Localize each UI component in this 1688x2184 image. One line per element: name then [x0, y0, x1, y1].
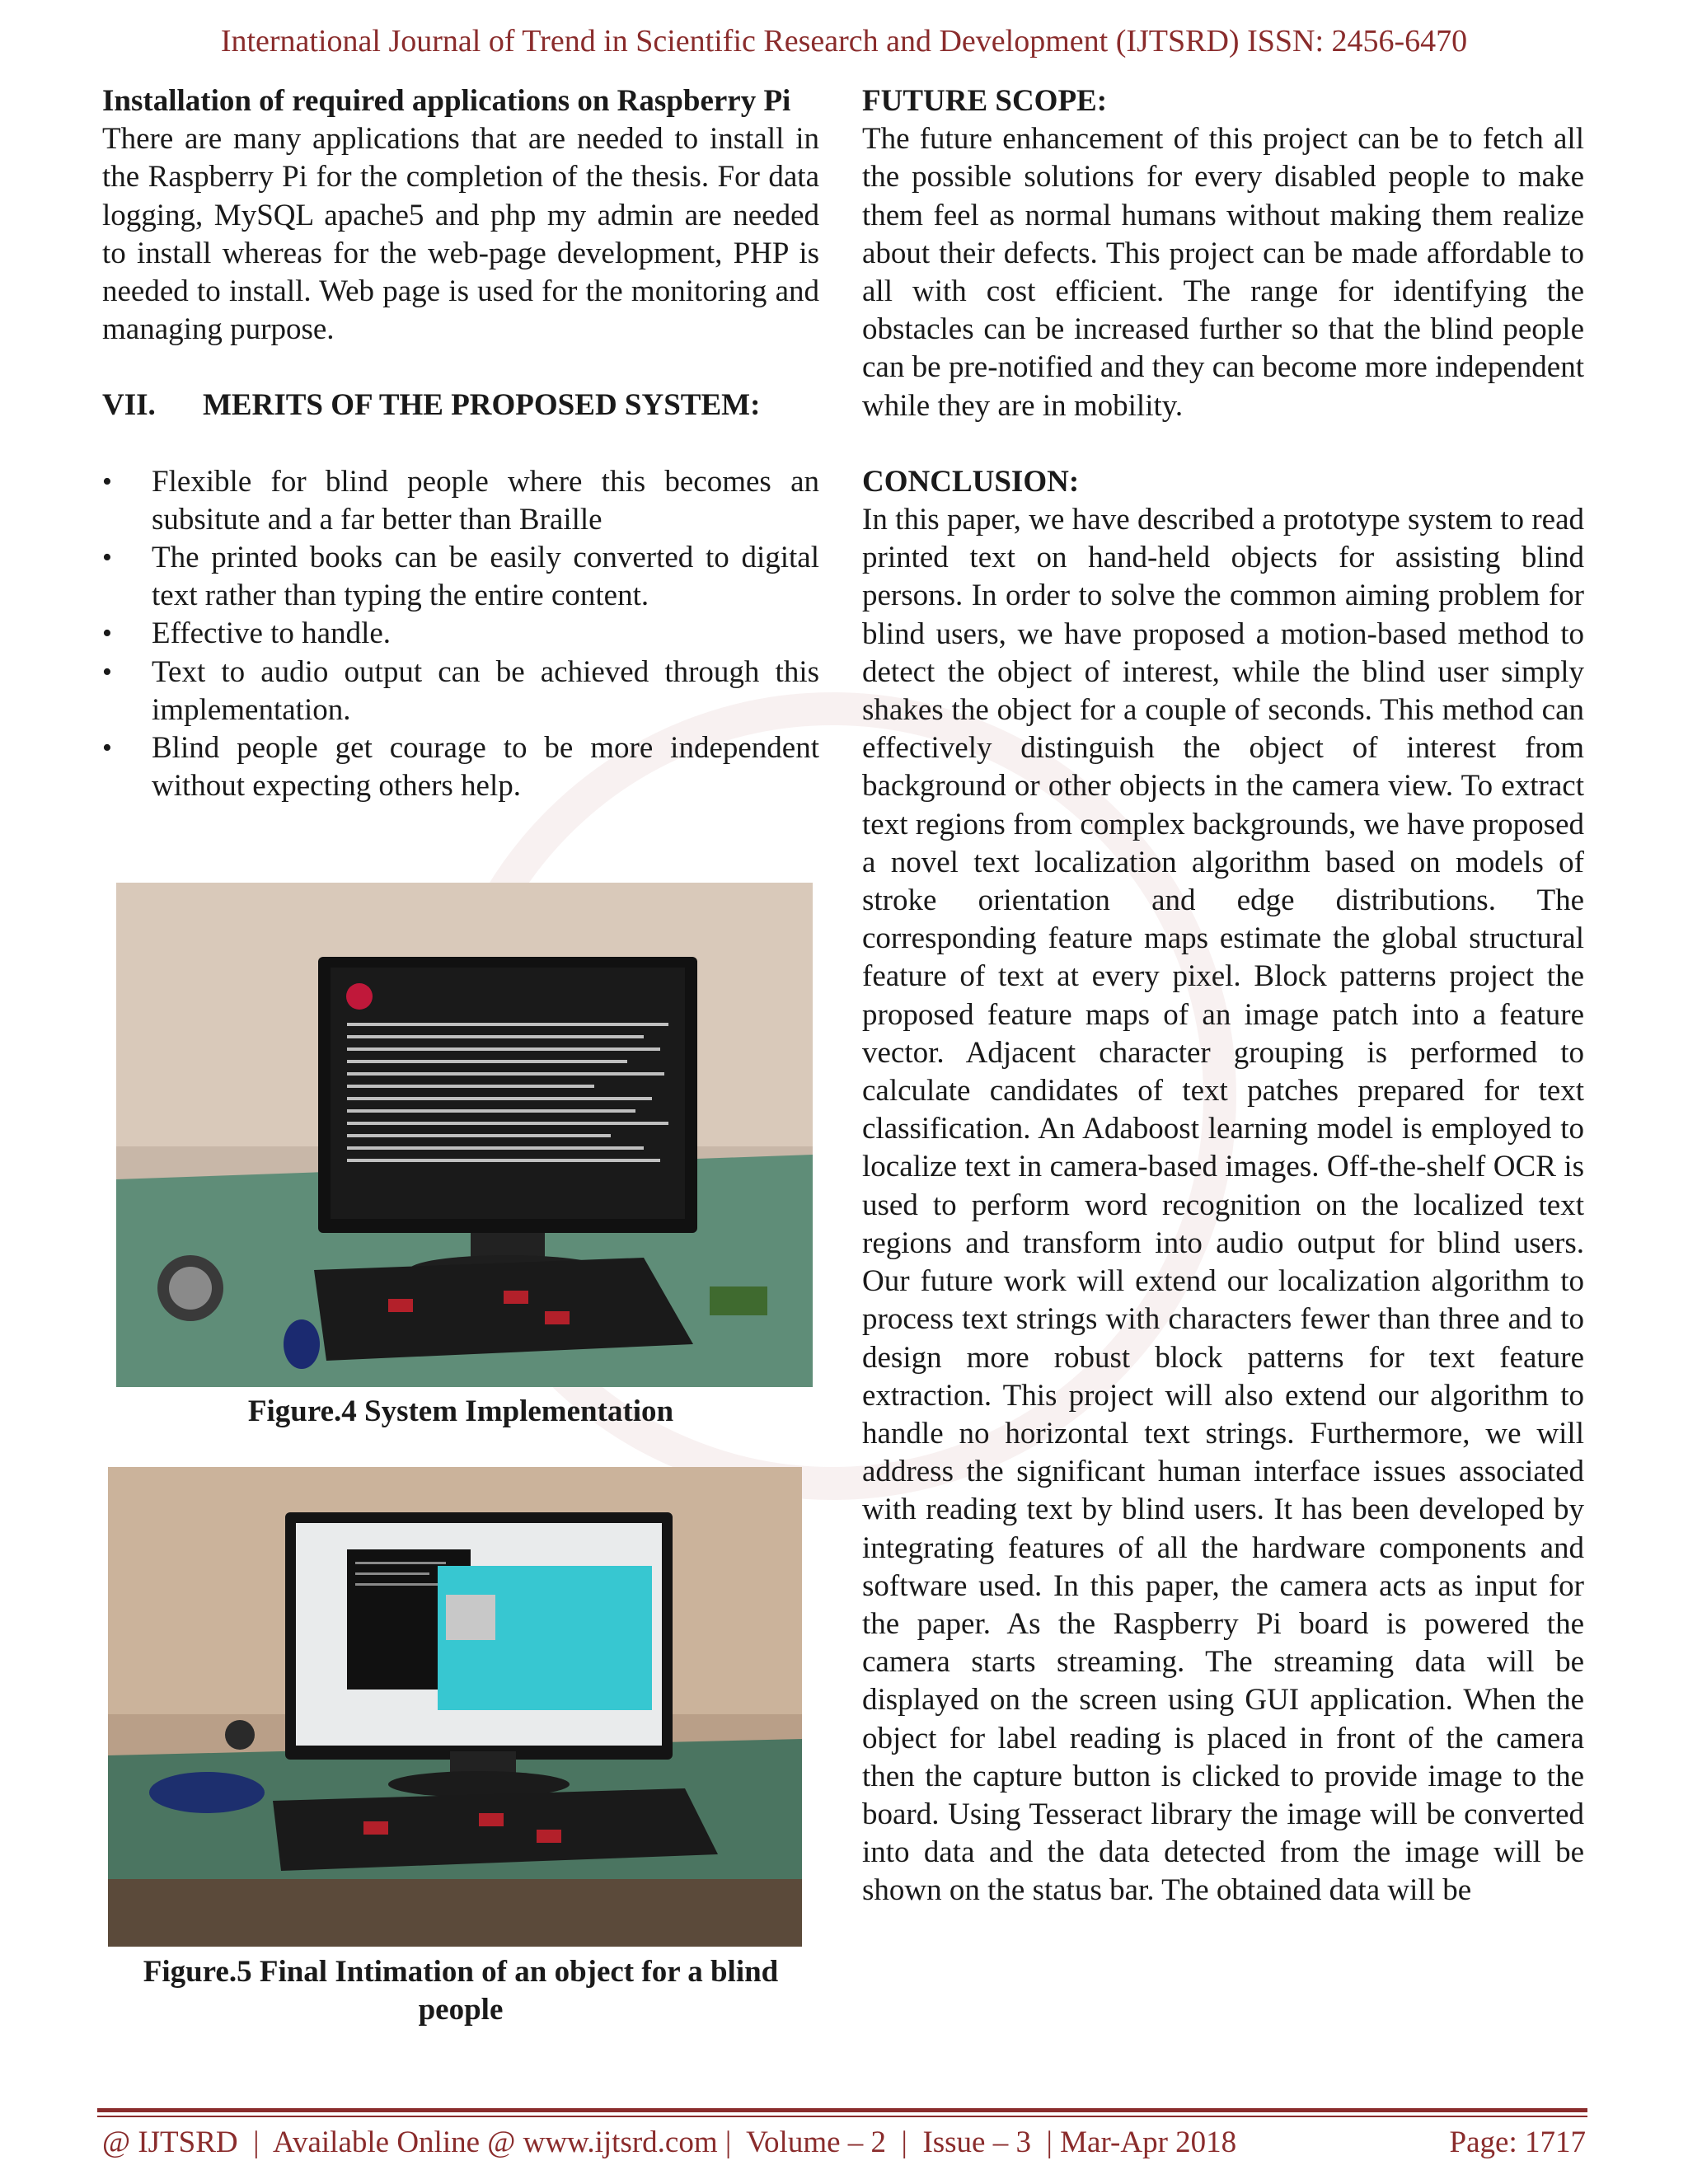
conclusion-heading: CONCLUSION: [862, 464, 1080, 499]
page-footer [102, 2125, 1586, 2160]
running-header: International Journal of Trend in Scientific Research and Development (IJTSRD) ISSN: 2456-6470 [220, 24, 1468, 59]
future-scope-heading: FUTURE SCOPE: [862, 84, 1108, 118]
list-item: • Text to audio output can be achieved through this implementation. [102, 654, 819, 729]
footer-rule-thin [97, 2116, 1587, 2117]
figure-5-caption: Figure.5 Final Intimation of an object for a blind people [143, 1955, 779, 2027]
figure-5-photo [108, 1467, 802, 1947]
right-column [862, 82, 1584, 1910]
merits-list [102, 463, 819, 806]
figure-4-caption: Figure.4 System Implementation [247, 1394, 674, 1428]
page-number: Page: 1717 [1449, 2125, 1586, 2159]
figure-4-photo [116, 883, 813, 1387]
list-item: • Effective to handle. [102, 615, 819, 653]
merits-section-heading [102, 387, 819, 424]
list-item: • Flexible for blind people where this becomes an subsitute and a far better than Braille [102, 463, 819, 539]
future-scope-paragraph: The future enhancement of this project can be to fetch all the possible solutions for every disabled people to make them feel as normal humans without making them realize about their defects. This project can be made affordable to all with cost efficient. The range for identifying the obstacles can be increased further so that the blind people can be pre-notified and they can become more independent while they are in mobility. [862, 122, 1584, 423]
section-title: MERITS OF THE PROPOSED SYSTEM: [203, 388, 761, 423]
left-column [102, 82, 819, 805]
list-item: • The printed books can be easily converted to digital text rather than typing the entire content. [102, 539, 819, 615]
section-number: VII. [102, 388, 156, 423]
conclusion-paragraph: In this paper, we have described a prototype system to read printed text on hand-held objects for assisting blind persons. In order to solve the common aiming problem for blind users, we have proposed a motion-based method to detect the object of interest, while the blind user simply shakes the object for a couple of seconds. This method can effectively distinguish the object of interest from background or other objects in the camera view. To extract text regions from complex backgrounds, we have proposed a novel text localization algorithm based on models of stroke orientation and edge distributions. The corresponding feature maps estimate the global structural feature of text at every pixel. Block patterns project the proposed feature maps of an image patch into a feature vector. Adjacent character grouping is performed to calculate candidates of text patches prepared for text classification. An Adaboost learning model is employed to localize text in camera-based images. Off-the-shelf OCR is used to perform word recognition on the localized text regions and transform into audio output for blind users. Our future work will extend our localization algorithm to process text strings with characters fewer than three and to design more robust block patterns for text feature extraction. This project will also extend our algorithm to handle no horizontal text strings. Furthermore, we will address the significant human interface issues associated with reading text by blind users. It has been developed by integrating features of all the hardware components and software used. In this paper, the camera acts as input for the paper. As the Raspberry Pi board is powered the camera starts streaming. The streaming data will be displayed on the screen using GUI application. When the object for label reading is placed in front of the camera then the capture button is clicked to provide image to the board. Using Tesseract library the image will be converted into data and the data detected from the image will be shown on the status bar. The obtained data will be [862, 503, 1584, 1908]
list-item: • Blind people get courage to be more independent without expecting others help. [102, 729, 819, 805]
install-paragraph: There are many applications that are needed to install in the Raspberry Pi for the completion of the thesis. For data logging, MySQL apache5 and php my admin are needed to install whereas for the web-page development, PHP is needed to install. Web page is used for the monitoring and managing purpose. [102, 122, 819, 347]
final-intimation-illustration [108, 1467, 802, 1947]
footer-rule [97, 2108, 1587, 2112]
system-setup-illustration [116, 883, 813, 1387]
install-heading: Installation of required applications on Raspberry Pi [102, 84, 791, 118]
footer-journal-info: @ IJTSRD | Available Online @ www.ijtsrd.com | Volume – 2 | Issue – 3 | Mar-Apr 2018 [102, 2125, 1237, 2159]
